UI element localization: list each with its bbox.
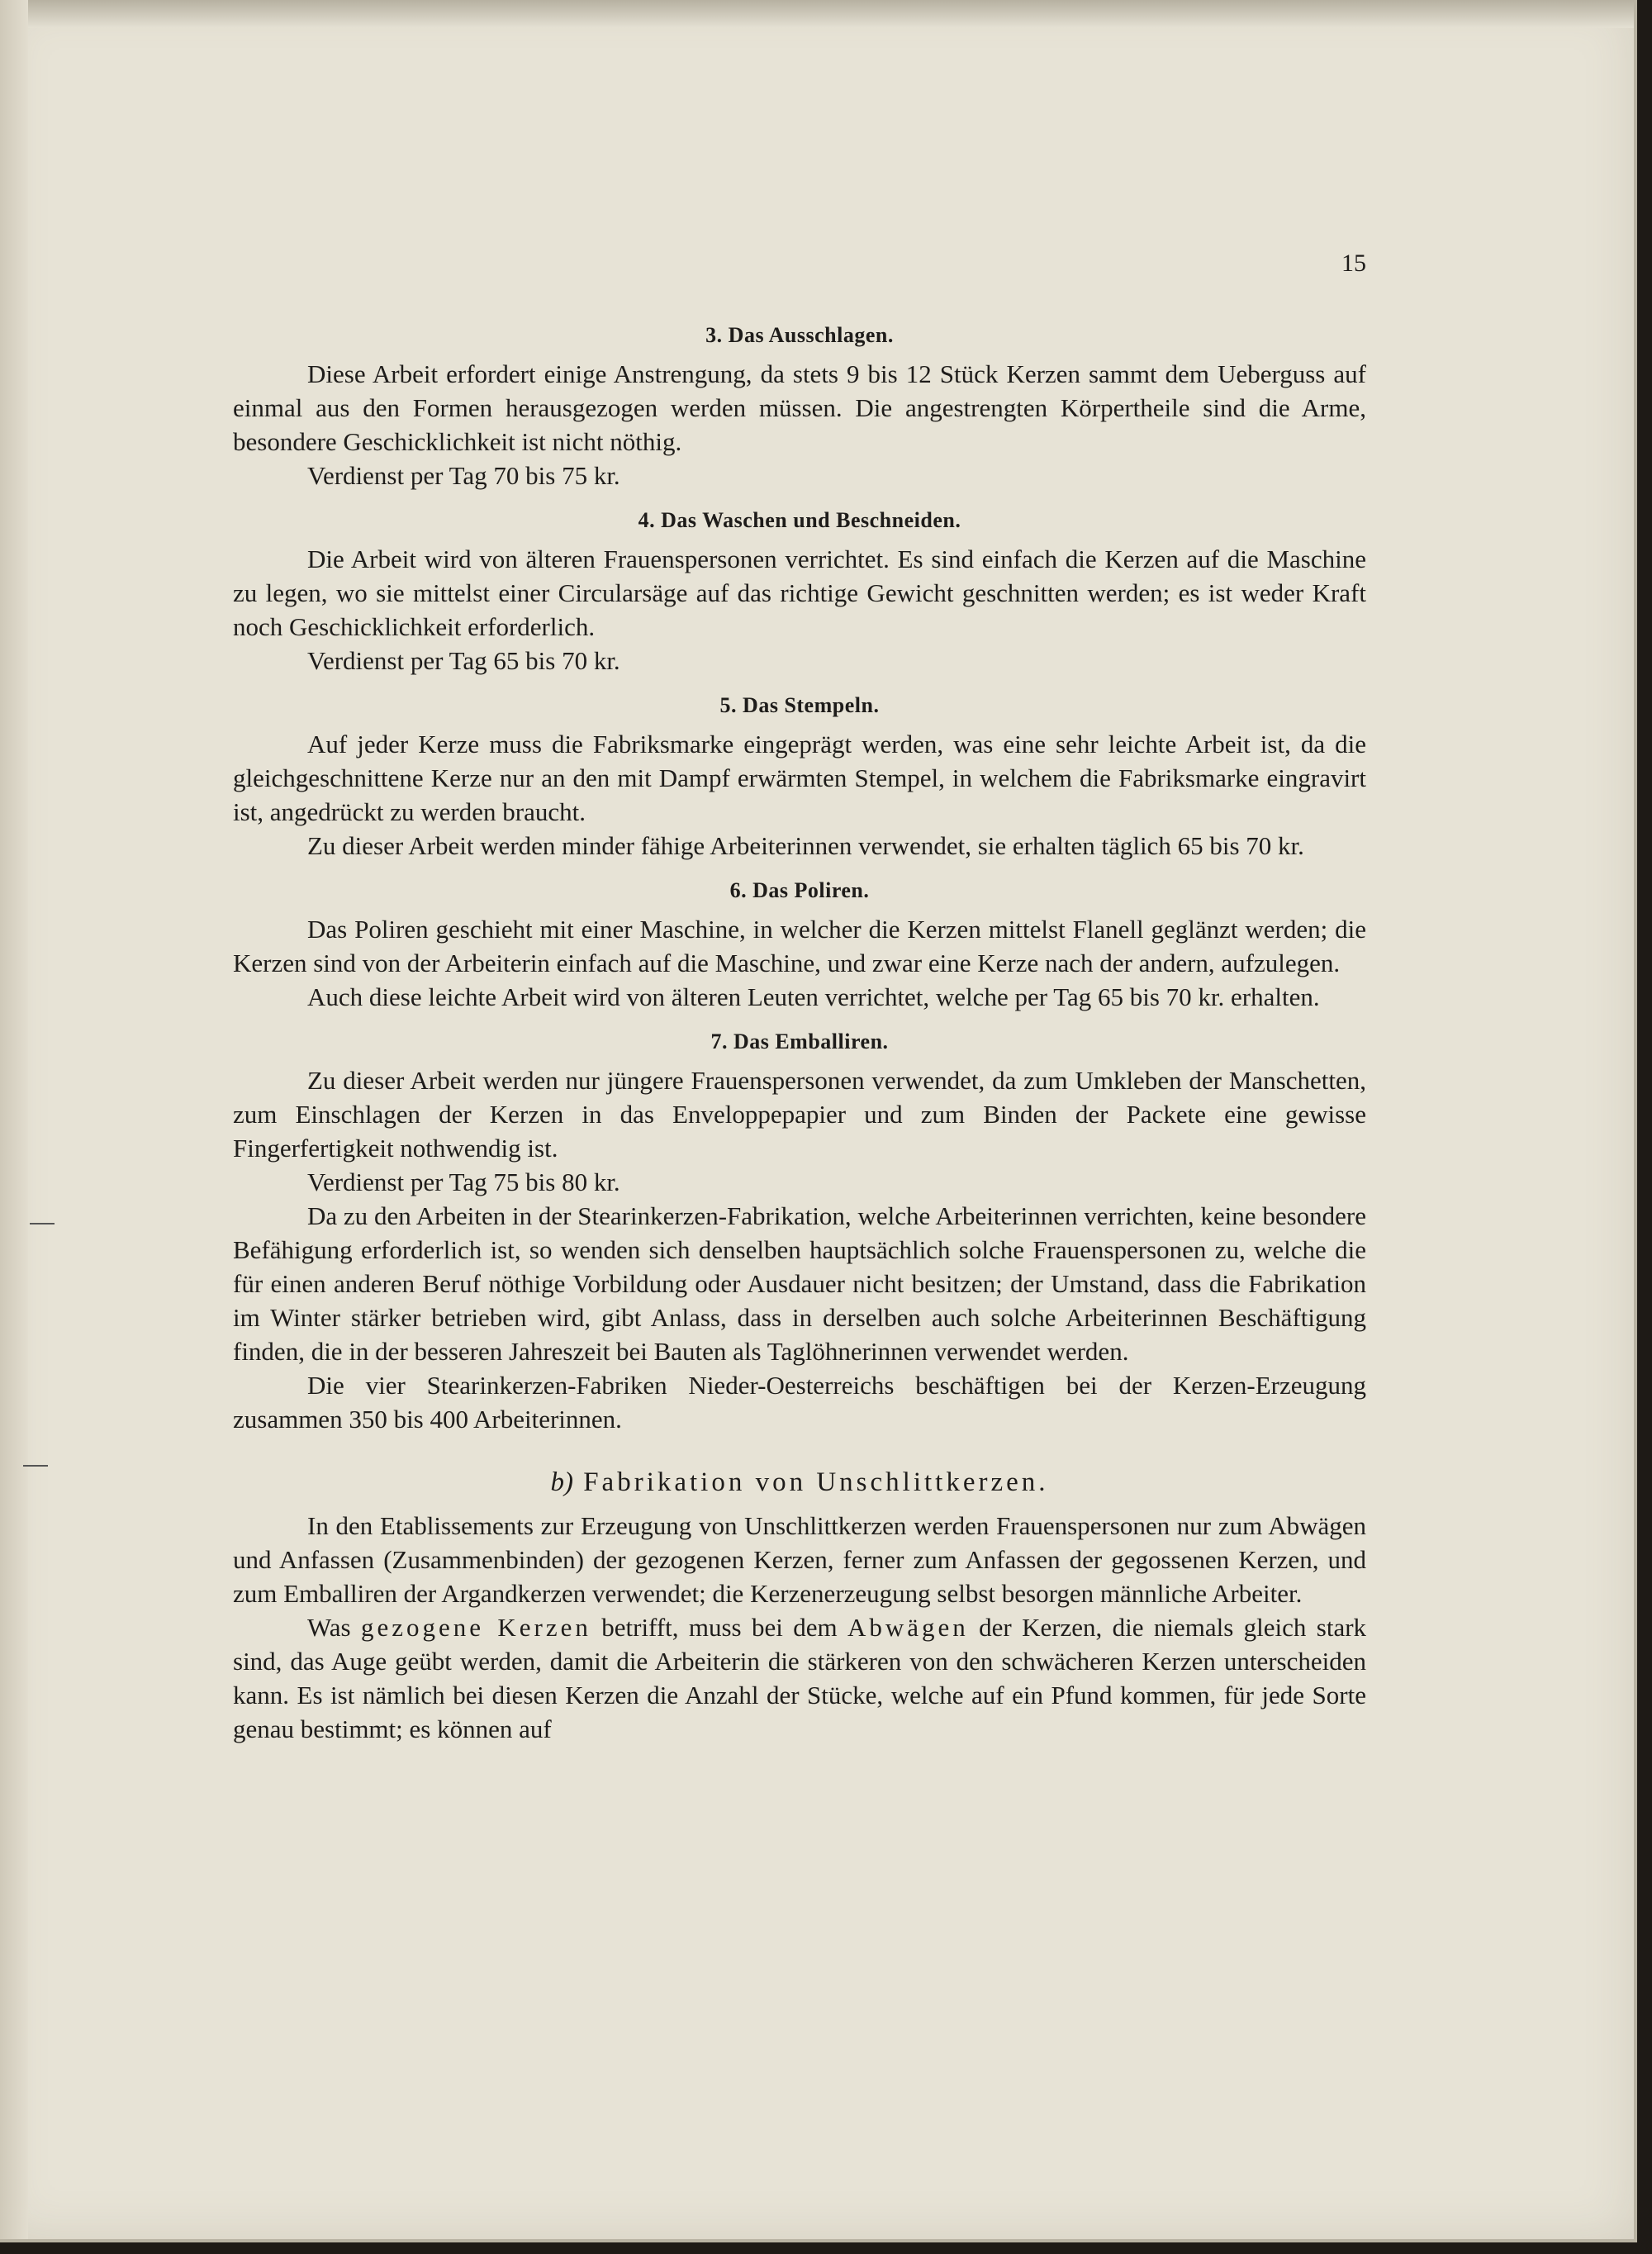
spaced-emphasis: gezogene Kerzen [360,1613,591,1642]
page-binding-edge [0,0,28,2239]
paragraph: Diese Arbeit erfordert einige Anstrengung, da stets 9 bis 12 Stück Kerzen sammt dem Ueberguss auf einmal aus den Formen herausgezogen werden müssen. Die angestrengten Körpertheile sind die Arme, besondere Geschicklichkeit ist nicht nöthig. [233,359,1366,456]
page-content [233,248,1366,1746]
paragraph: Verdienst per Tag 65 bis 70 kr. [307,646,620,675]
section-heading-3: 3. Das Ausschlagen. [705,323,894,347]
section-b-title [233,1464,1366,1500]
paragraph: Auf jeder Kerze muss die Fabriksmarke eingeprägt werden, was eine sehr leichte Arbeit ist, da die gleichgeschnittene Kerze nur an den mit Dampf erwärmten Stempel, in welchem die Fabriksmarke eingravirt ist, angedrückt zu werden braucht. [233,730,1366,826]
paragraph: Auch diese leichte Arbeit wird von älteren Leuten verrichtet, welche per Tag 65 bis 70 kr. erhalten. [307,982,1320,1011]
paragraph: Die vier Stearinkerzen-Fabriken Nieder-Oesterreichs beschäftigen bei der Kerzen-Erzeugung zusammen 350 bis 400 Arbeiterinnen. [233,1371,1366,1434]
section-heading-4: 4. Das Waschen und Beschneiden. [638,508,961,532]
paragraph: In den Etablissements zur Erzeugung von Unschlittkerzen werden Frauenspersonen nur zum Abwägen und Anfassen (Zusammenbinden) der gezogenen Kerzen, ferner zum Anfassen der gegossenen Kerzen, und zum Emballiren der Argandkerzen verwendet; die Kerzenerzeugung selbst besorgen männliche Arbeiter. [233,1511,1366,1608]
section-heading-6: 6. Das Poliren. [729,878,870,902]
section-heading-5: 5. Das Stempeln. [719,693,880,717]
text-run: betrifft, muss bei dem [601,1613,838,1642]
margin-mark [30,1223,55,1224]
paragraph: Verdienst per Tag 75 bis 80 kr. [307,1167,620,1196]
spaced-emphasis: Abwägen [847,1613,969,1642]
paragraph: Verdienst per Tag 70 bis 75 kr. [307,461,620,490]
text-run: der Kerzen, die niemals gleich stark sind, das Auge geübt werden, damit die Arbeiterin die stärkeren von den schwächeren Kerzen unterscheiden kann. Es ist nämlich bei diesen Kerzen die Anzahl der Stücke, welche auf ein Pfund kommen, für jede Sorte genau bestimmt; es können auf [233,1613,1367,1743]
section-b-heading: Fabrikation von Unschlittkerzen. [583,1467,1049,1497]
paragraph: Da zu den Arbeiten in der Stearinkerzen-Fabrikation, welche Arbeiterinnen verrichten, keine besondere Befähigung erforderlich ist, so wenden sich denselben hauptsächlich solche Frauenspersonen zu, welche die für einen anderen Beruf nöthige Vorbildung oder Ausdauer nicht besitzen; der Umstand, dass die Fabrikation im Winter stärker betrieben wird, gibt Anlass, dass in derselben auch solche Arbeiterinnen Beschäftigung finden, die in der besseren Jahreszeit bei Bauten als Taglöhnerinnen verwendet werden. [233,1201,1366,1366]
margin-mark [23,1465,48,1467]
paragraph: Die Arbeit wird von älteren Frauenspersonen verrichtet. Es sind einfach die Kerzen auf die Maschine zu legen, wo sie mittelst einer Circularsäge auf das richtige Gewicht geschnitten werden; es ist weder Kraft noch Geschicklichkeit erforderlich. [233,544,1366,641]
paragraph [233,1610,1366,1746]
paragraph: Zu dieser Arbeit werden minder fähige Arbeiterinnen verwendet, sie erhalten täglich 65 bis 70 kr. [307,831,1304,860]
page-top-edge [0,0,1634,28]
paragraph: Das Poliren geschieht mit einer Maschine, in welcher die Kerzen mittelst Flanell geglänzt werden; die Kerzen sind von der Arbeiterin einfach auf die Maschine, und zwar eine Kerze nach der andern, aufzulegen. [233,915,1366,977]
page-number: 15 [1341,250,1366,277]
section-heading-7: 7. Das Emballiren. [710,1030,889,1053]
text-run: Was [307,1613,351,1642]
section-b-letter: b) [550,1467,573,1497]
paragraph: Zu dieser Arbeit werden nur jüngere Frauenspersonen verwendet, da zum Umkleben der Manschetten, zum Einschlagen der Kerzen in das Enveloppepapier und zum Binden der Packete eine gewisse Fingerfertigkeit nothwendig ist. [233,1066,1366,1163]
